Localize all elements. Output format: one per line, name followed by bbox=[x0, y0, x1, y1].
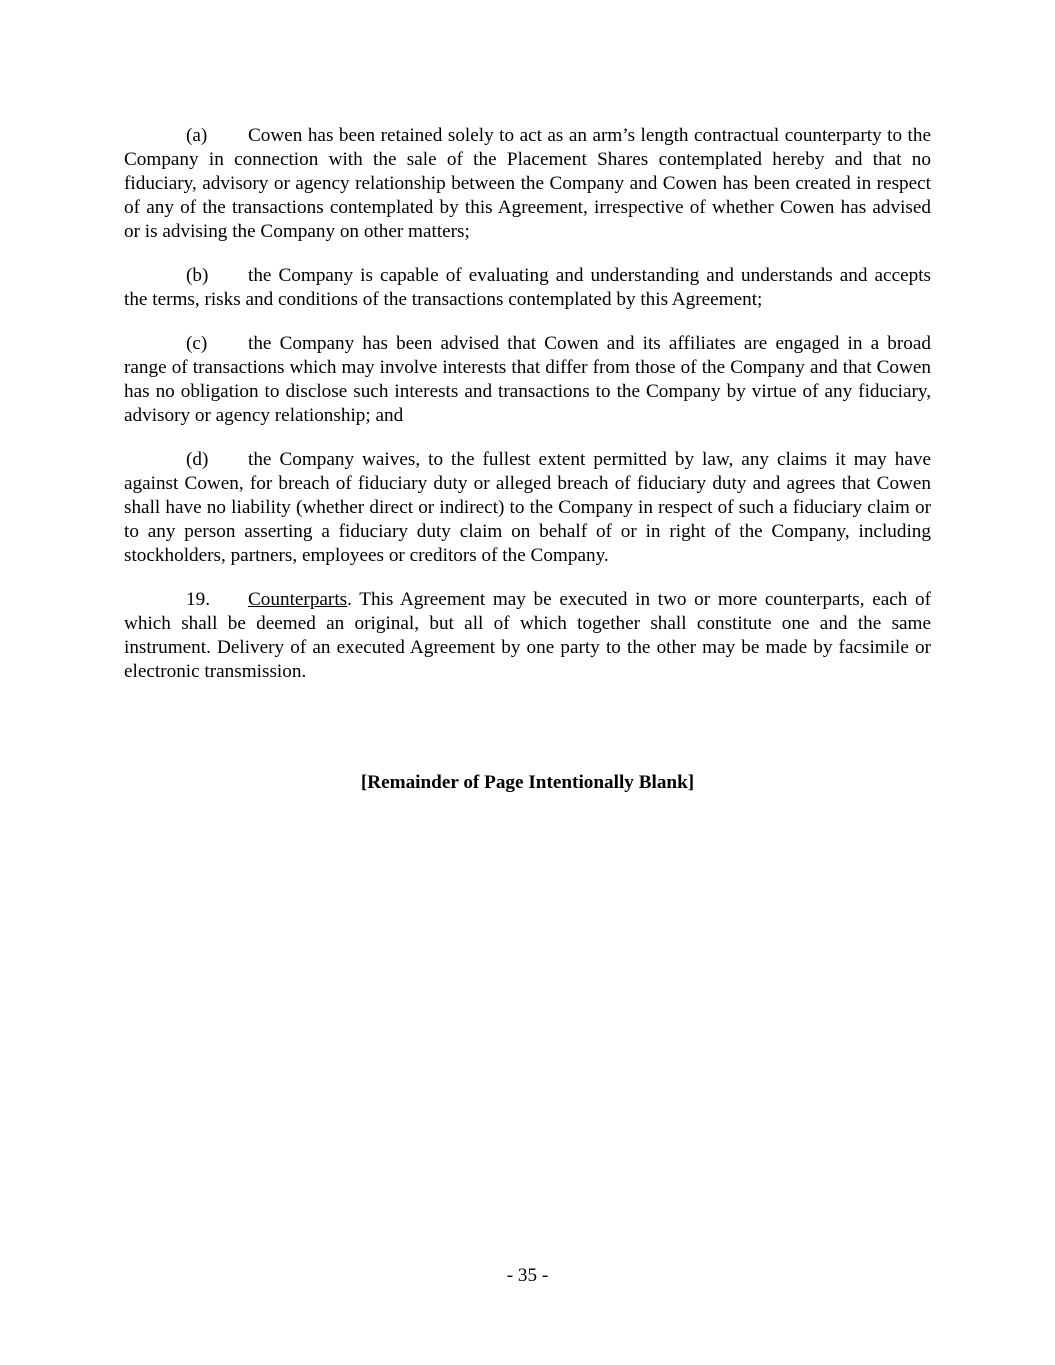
remainder-blank-note: [Remainder of Page Intentionally Blank] bbox=[360, 772, 695, 793]
section-number: 19. bbox=[186, 589, 210, 610]
section-text: . This Agreement may be executed in two or more counterparts, each of which shall be deemed an original, but all of which together shall constitute one and the same instrument. Delivery of an executed Agreement by one party to the other may be made by facsimile or electronic transmission. bbox=[124, 589, 931, 682]
clause-marker: (d) bbox=[186, 449, 209, 470]
clause-d bbox=[124, 448, 931, 568]
section-19 bbox=[124, 588, 931, 684]
section-heading: Counterparts bbox=[248, 589, 348, 610]
clause-text: the Company waives, to the fullest extent permitted by law, any claims it may have against Cowen, for breach of fiduciary duty or alleged breach of fiduciary duty and agrees that Cowen shall have no liability (whether direct or indirect) to the Company in respect of such a fiduciary claim or to any person asserting a fiduciary duty claim on behalf of or in right of the Company, including stockholders, partners, employees or creditors of the Company. bbox=[124, 449, 931, 566]
clause-c bbox=[124, 332, 931, 428]
clause-marker: (b) bbox=[186, 265, 209, 286]
clause-text: the Company is capable of evaluating and understanding and understands and accepts the terms, risks and conditions of the transactions contemplated by this Agreement; bbox=[124, 265, 931, 310]
clause-text: Cowen has been retained solely to act as an arm’s length contractual counterparty to the Company in connection with the sale of the Placement Shares contemplated hereby and that no fiduciary, advisory or agency relationship between the Company and Cowen has been created in respect of any of the transactions contemplated by this Agreement, irrespective of whether Cowen has advised or is advising the Company on other matters; bbox=[124, 125, 931, 242]
page-number: - 35 - bbox=[506, 1265, 549, 1286]
clause-a bbox=[124, 124, 931, 244]
clause-text: the Company has been advised that Cowen and its affiliates are engaged in a broad range of transactions which may involve interests that differ from those of the Company and that Cowen has no obligation to disclose such interests and transactions to the Company by virtue of any fiduciary, advisory or agency relationship; and bbox=[124, 333, 931, 426]
clause-marker: (c) bbox=[186, 333, 208, 354]
clause-marker: (a) bbox=[186, 125, 208, 146]
clause-b bbox=[124, 264, 931, 312]
document-body bbox=[124, 124, 931, 704]
